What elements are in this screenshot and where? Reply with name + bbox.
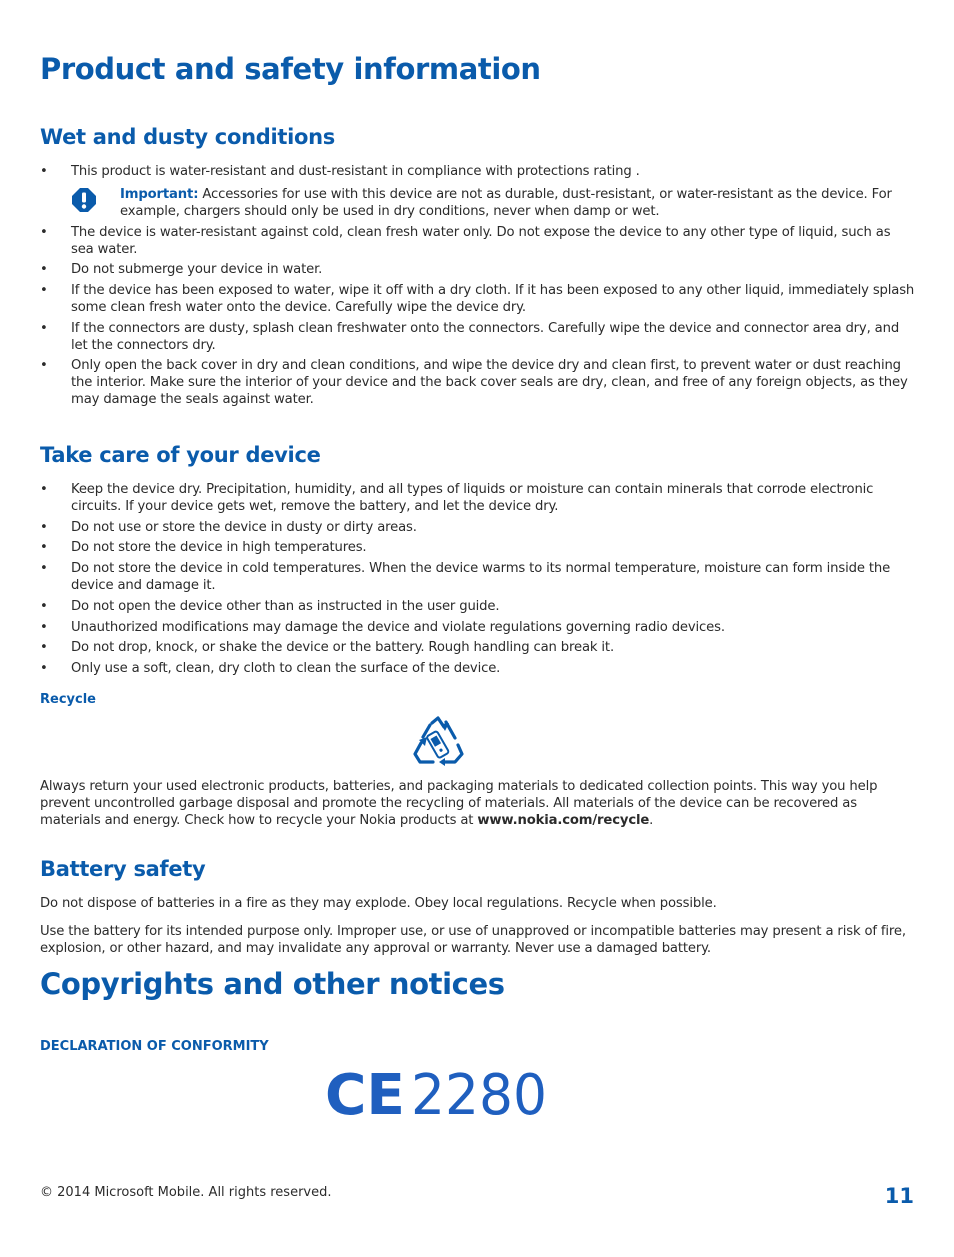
list-item-text: If the connectors are dusty, splash clean freshwater onto the connectors. Carefully wipe the device and connector area dry, and let the connectors dry. [71,320,900,353]
list-item-text: Do not store the device in high temperatures. [71,540,367,556]
list-item [40,225,916,259]
ce-mark-logo [325,1062,595,1122]
list-item [40,164,916,181]
ce-number-text: 2280 [411,1063,547,1122]
list-item-text: The device is water-resistant against cold, clean fresh water only. Do not expose the device to any other type of liquid, such as sea water. [71,224,891,257]
important-label: Important: [120,186,199,202]
list-item [40,661,916,678]
list-item [40,540,916,557]
list-item [40,599,916,616]
list-item-text: Keep the device dry. Precipitation, humidity, and all types of liquids or moisture can contain minerals that corrode electronic circuits. If your device gets wet, remove the battery, and let the device dry. [71,482,874,514]
list-item [40,620,916,637]
list-item [40,358,916,408]
wet-conditions-list [40,164,916,413]
device-care-heading: Take care of your device [40,443,321,467]
list-item-text: Only use a soft, clean, dry cloth to clean the surface of the device. [71,661,501,677]
recycle-text-end: . [649,812,654,828]
wet-conditions-heading: Wet and dusty conditions [40,125,335,149]
list-item [40,640,916,657]
list-item [40,283,916,317]
recycle-text: Always return your used electronic products, batteries, and packaging materials to dedicated collection points. This way you help prevent uncontrolled garbage disposal and promote the recycling of materials. All materials of the device can be recovered as materials and energy. Check how to recycle your Nokia products at [40,779,878,828]
list-item-text: Do not open the device other than as instructed in the user guide. [71,598,500,614]
list-item [40,520,916,537]
important-text: Accessories for use with this device are not as durable, dust-resistant, or water-resistant as the device. For example, chargers should only be used in dry conditions, never when damp or wet. [120,186,892,219]
list-item-text: If the device has been exposed to water, wipe it off with a dry cloth. If it has been exposed to any other liquid, immediately splash some clean fresh water onto the device. Carefully wipe the device dry. [71,283,915,315]
warning-icon [71,187,97,213]
list-item-text: Do not store the device in cold temperatures. When the device warms to its normal temperature, moisture can form inside the device and damage it. [71,561,891,593]
important-note-wrapper [40,187,916,221]
page-number: 11 [884,1184,914,1208]
list-item [40,482,916,516]
recycle-heading: Recycle [40,692,96,707]
list-item [40,561,916,595]
battery-paragraph-1: Do not dispose of batteries in a fire as they may explode. Obey local regulations. Recycle when possible. [40,896,717,911]
recycle-link[interactable]: www.nokia.com/recycle [477,812,650,828]
list-item-text: Only open the back cover in dry and clean conditions, and wipe the device dry and clean first, to prevent water or dust reaching the interior. Make sure the interior of your device and the back cover seals are dry, clean, and free of any foreign objects, as they may damage the seals against water. [71,358,908,407]
recycle-phone-icon [411,715,465,769]
list-item [40,262,916,279]
battery-safety-heading: Battery safety [40,857,206,881]
recycle-paragraph [40,779,916,829]
list-item-text: Do not drop, knock, or shake the device or the battery. Rough handling can break it. [71,640,614,656]
list-item-text: This product is water-resistant and dust-resistant in compliance with protections rating . [71,164,640,179]
list-item-text: Do not use or store the device in dusty or dirty areas. [71,519,417,535]
copyrights-title: Copyrights and other notices [40,967,505,1001]
battery-paragraph-2: Use the battery for its intended purpose only. Improper use, or use of unapproved or incompatible batteries may present a risk of fire, explosion, or other hazard, and may invalidate any approval or warranty. Never use a damaged battery. [40,924,906,956]
declaration-heading: DECLARATION OF CONFORMITY [40,1039,269,1054]
list-item-text: Unauthorized modifications may damage the device and violate regulations governing radio devices. [71,619,725,635]
page-title: Product and safety information [40,52,541,86]
list-item-text: Do not submerge your device in water. [71,262,323,278]
footer-copyright: © 2014 Microsoft Mobile. All rights reserved. [40,1185,332,1200]
ce-mark-text: CE [325,1063,405,1122]
list-item [40,321,916,355]
important-note [71,187,916,221]
device-care-list [40,482,916,682]
